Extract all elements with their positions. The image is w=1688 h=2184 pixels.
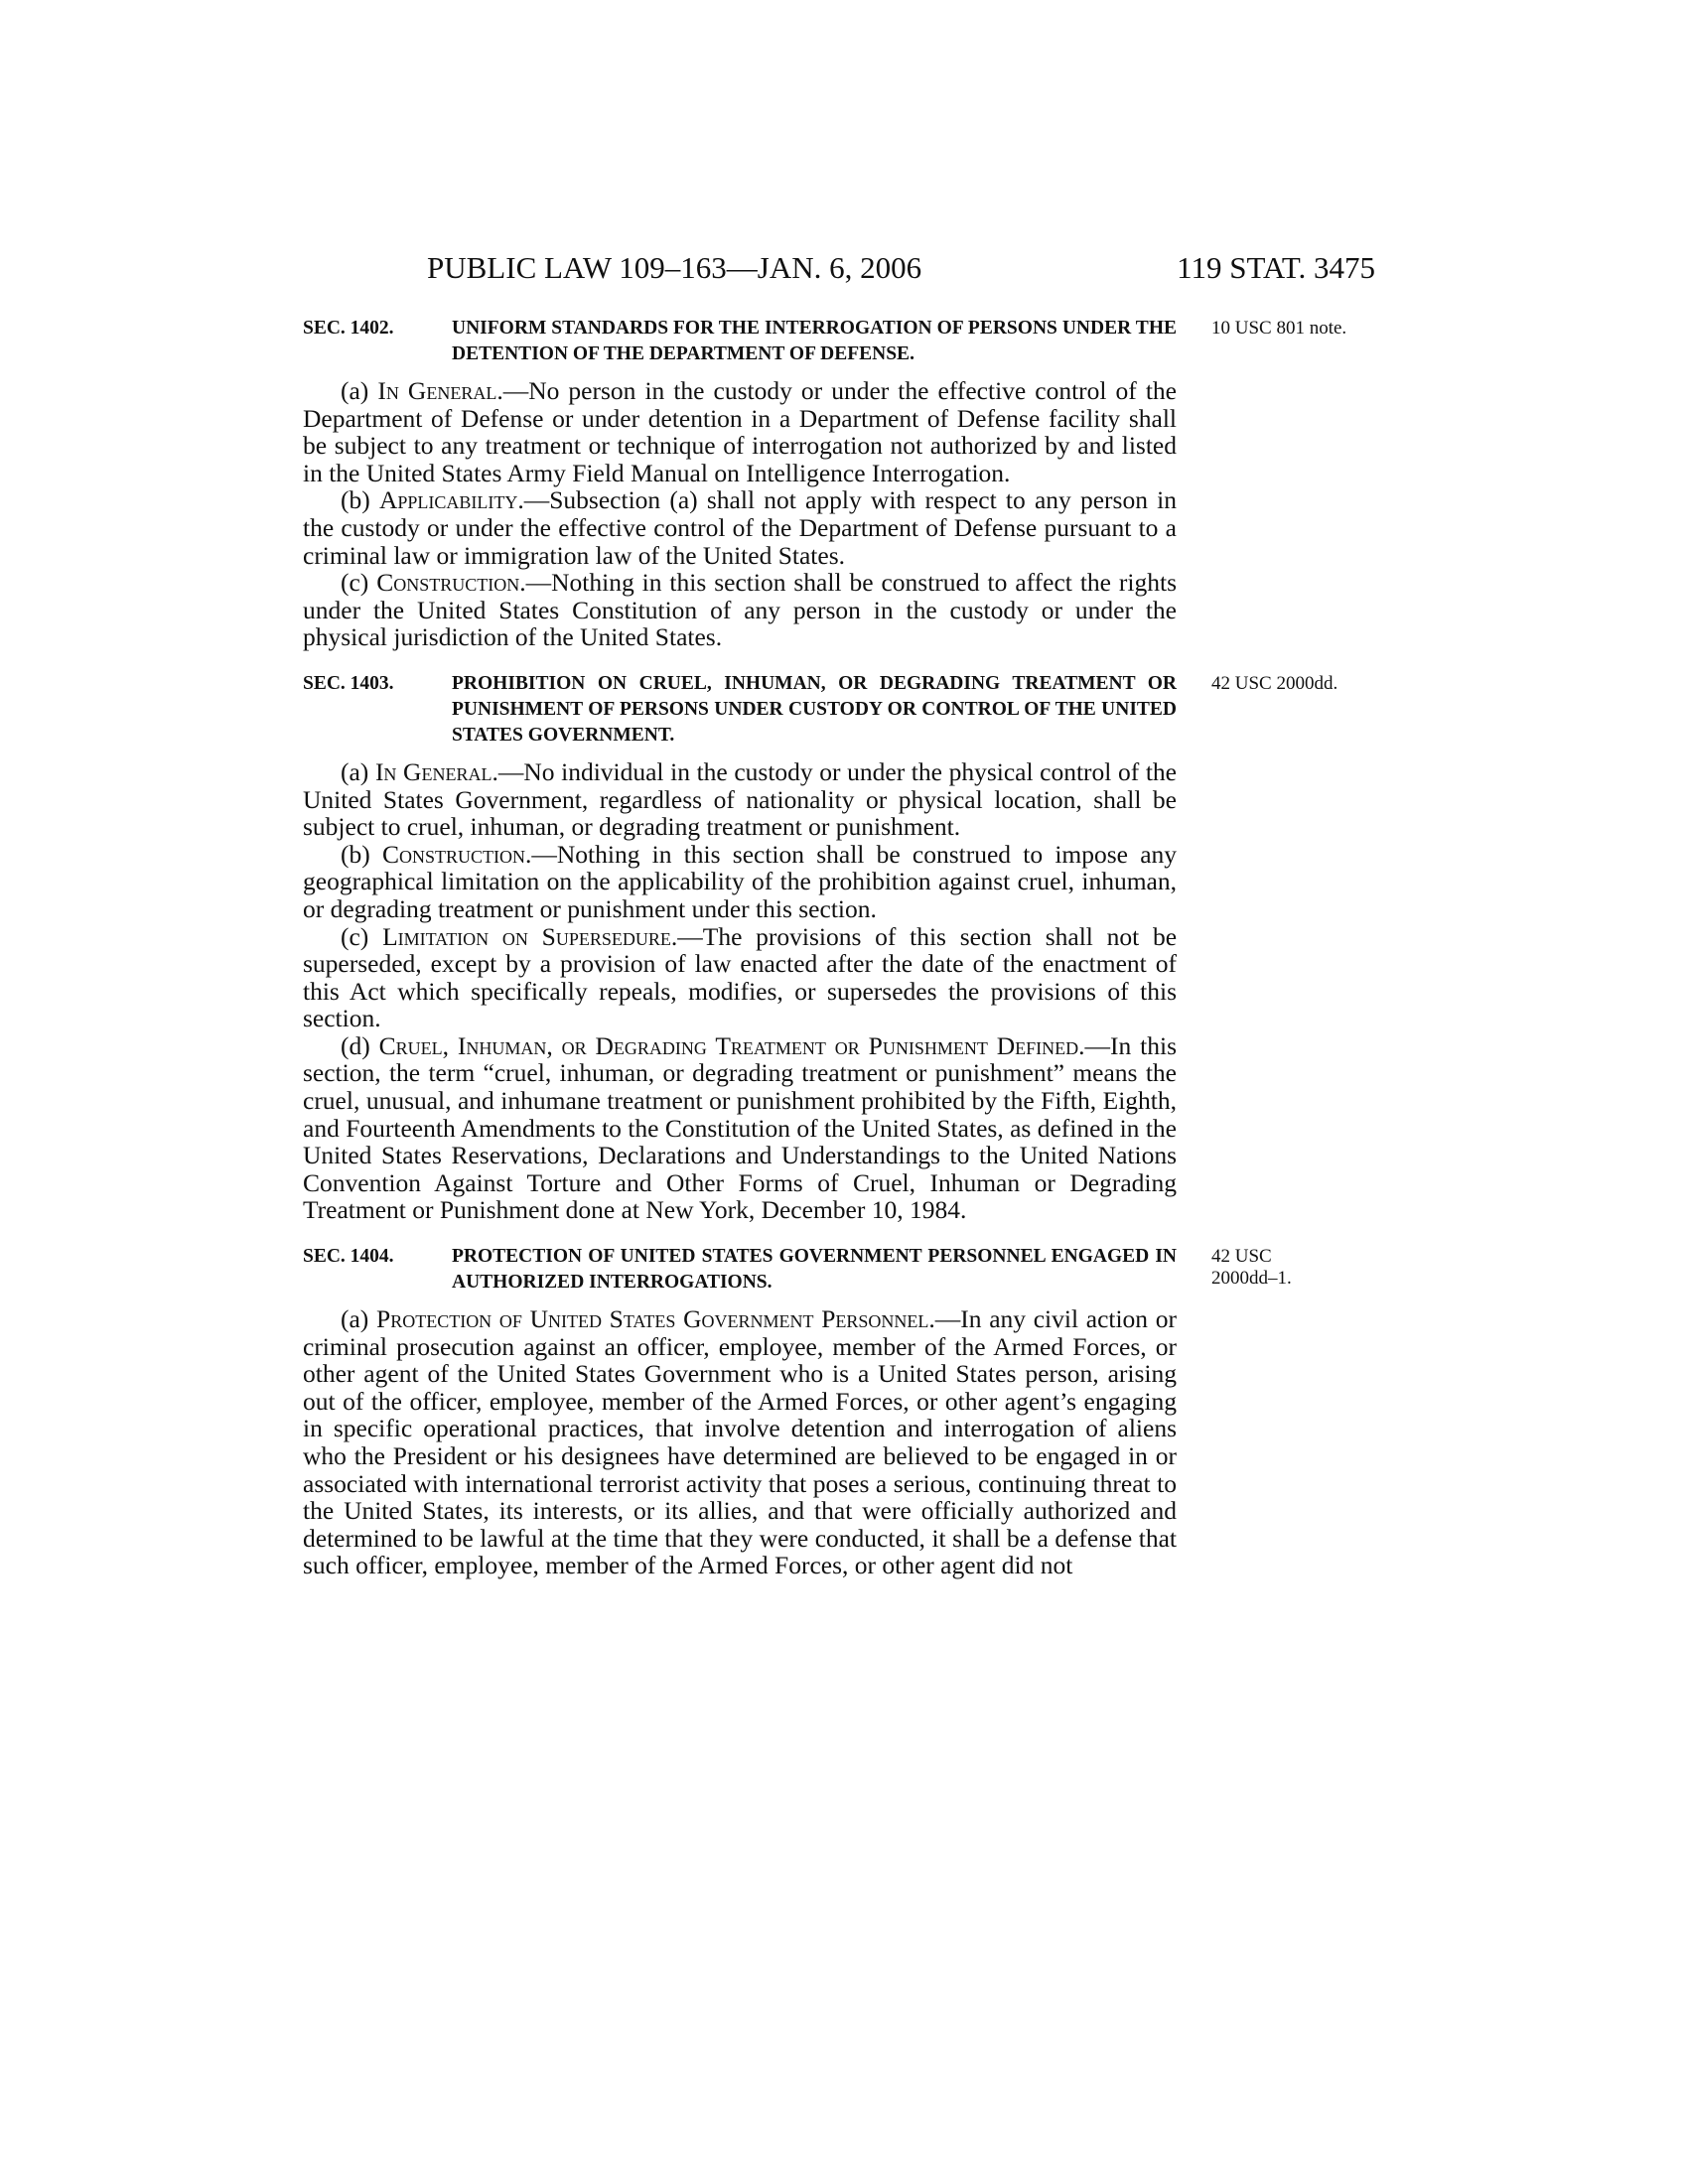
section-heading: [303, 316, 1347, 367]
section-heading: [303, 671, 1338, 749]
margin-note: 10 USC 801 note.: [1211, 318, 1347, 339]
paragraph-text: Subsection (a) shall not apply with respect to any person in the custody or under the effective control of the Department of Defense pursuant to a criminal law or immigration law of the United States.: [303, 485, 1178, 570]
section-1402: [303, 316, 1347, 652]
document-body: [303, 316, 1347, 1580]
paragraph-caption: Cruel, Inhuman, or Degrading Treatment or Punishment Defined.: [378, 1030, 1085, 1060]
section-1403: [303, 671, 1338, 1225]
paragraph-caption: Construction.: [381, 839, 532, 869]
section-heading: [303, 1244, 1292, 1296]
paragraph-caption: In General.: [377, 376, 503, 405]
section-title: PROTECTION OF UNITED STATES GOVERNMENT PERSONNEL ENGAGED IN AUTHORIZED INTERROGATIONS.: [452, 1246, 1177, 1294]
paragraph-label: (c): [341, 921, 369, 951]
paragraph: (b) Applicability.—Subsection (a) shall not apply with respect to any person in the custody or under the effective control of the Department of Defense pursuant to a criminal law or immigration law of the United States.: [303, 485, 1178, 570]
paragraph-label: (c): [341, 568, 369, 598]
margin-note: 42 USC 2000dd.: [1211, 672, 1338, 694]
paragraph-text: Nothing in this section shall be construed to impose any geographical limitation on the applicability of the prohibition against cruel, inhuman, or degrading treatment or punishment under this section.: [303, 839, 1178, 923]
section-number: SEC. 1402.: [303, 318, 394, 339]
paragraph-label: (a): [341, 376, 369, 405]
paragraph-caption: Protection of United States Government Personnel.: [376, 1304, 935, 1334]
paragraph-label: (d): [341, 1030, 370, 1060]
paragraph-label: (b): [341, 485, 370, 515]
paragraph-caption: In General.: [374, 756, 498, 786]
paragraph-label: (a): [341, 756, 369, 786]
margin-note: 42 USC 2000dd–1.: [1211, 1246, 1292, 1290]
paragraph: (d) Cruel, Inhuman, or Degrading Treatment or Punishment Defined.—In this section, the term “cruel, inhuman, or degrading treatment or punishment” means the cruel, unusual, and inhumane treatment or punishment prohibited by the Fifth, Eighth, and Fourteenth Amendments to the Constitution of the United States, as defined in the United States Reservations, Declarations and Understandings to the United Nations Convention Against Torture and Other Forms of Cruel, Inhuman or Degrading Treatment or Punishment done at New York, December 10, 1984.: [303, 1030, 1177, 1225]
paragraph-caption: Construction.: [376, 568, 526, 598]
section-1404: [303, 1244, 1292, 1580]
page-header-stat-citation: 119 STAT. 3475: [1177, 250, 1375, 285]
paragraph-text: The provisions of this section shall not be superseded, except by a provision of law enacted after the date of the enactment of this Act which specifically repeals, modifies, or supersedes the provisions of this section.: [303, 921, 1178, 1033]
paragraph-text: No individual in the custody or under the physical control of the United States Government, regardless of nationality or physical location, shall be subject to cruel, inhuman, or degrading treatment or punishment.: [303, 756, 1178, 842]
paragraph: (c) Limitation on Supersedure.—The provisions of this section shall not be superseded, except by a provision of law enacted after the date of the enactment of this Act which specifically repeals, modifies, or supersedes the provisions of this section.: [303, 921, 1178, 1033]
section-number: SEC. 1403.: [303, 672, 394, 694]
paragraph-caption: Limitation on Supersedure.: [382, 921, 678, 951]
paragraph-label: (b): [341, 839, 370, 869]
page-header-title: PUBLIC LAW 109–163—JAN. 6, 2006: [427, 250, 922, 285]
paragraph: (a) Protection of United States Government Personnel.—In any civil action or criminal prosecution against an officer, employee, member of the Armed Forces, or other agent of the United States Government who is a United States person, arising out of the officer, employee, member of the Armed Forces, or other agent’s engaging in specific operational practices, that involve detention and interrogation of aliens who the President or his designees have determined are believed to be engaged in or associated with international terrorist activity that poses a serious, continuing threat to the United States, its interests, or its allies, and that were officially authorized and determined to be lawful at the time that they were conducted, it shall be a defense that such officer, employee, member of the Armed Forces, or other agent did not: [303, 1304, 1177, 1580]
running-head: [427, 248, 1375, 288]
paragraph-label: (a): [341, 1304, 369, 1334]
paragraph-caption: Applicability.: [378, 485, 524, 515]
section-spacer: [303, 1224, 1177, 1244]
paragraph-text: No person in the custody or under the effective control of the Department of Defense or under detention in a Department of Defense facility shall be subject to any treatment or technique of interrogation not authorized by and listed in the United States Army Field Manual on Intelligence Interrogation.: [303, 376, 1178, 487]
paragraph-text: Nothing in this section shall be construed to affect the rights under the United States Constitution of any person in the custody or under the physical jurisdiction of the United States.: [303, 568, 1177, 652]
paragraph-text: In any civil action or criminal prosecution against an officer, employee, member of the Armed Forces, or other agent of the United States Government who is a United States person, arising out of the officer, employee, member of the Armed Forces, or other agent’s engaging in specific operational practices, that involve detention and interrogation of aliens who the President or his designees have determined are believed to be engaged in or associated with international terrorist activity that poses a serious, continuing threat to the United States, its interests, or its allies, and that were officially authorized and determined to be lawful at the time that they were conducted, it shall be a defense that such officer, employee, member of the Armed Forces, or other agent did not: [303, 1304, 1177, 1580]
paragraph: (a) In General.—No individual in the custody or under the physical control of the United States Government, regardless of nationality or physical location, shall be subject to cruel, inhuman, or degrading treatment or punishment.: [303, 756, 1178, 842]
paragraph: (c) Construction.—Nothing in this section shall be construed to affect the rights under the United States Constitution of any person in the custody or under the physical jurisdiction of the United States.: [303, 568, 1177, 652]
section-spacer: [303, 651, 1177, 671]
section-title: PROHIBITION ON CRUEL, INHUMAN, OR DEGRADING TREATMENT OR PUNISHMENT OF PERSONS UNDER CUSTODY OR CONTROL OF THE UNITED STATES GOVERNMENT.: [452, 672, 1177, 746]
section-title: UNIFORM STANDARDS FOR THE INTERROGATION OF PERSONS UNDER THE DETENTION OF THE DEPARTMENT OF DEFENSE.: [452, 318, 1177, 364]
paragraph: (b) Construction.—Nothing in this section shall be construed to impose any geographical limitation on the applicability of the prohibition against cruel, inhuman, or degrading treatment or punishment under this section.: [303, 839, 1178, 923]
section-number: SEC. 1404.: [303, 1246, 394, 1268]
paragraph-text: In this section, the term “cruel, inhuman, or degrading treatment or punishment” means the cruel, unusual, and inhumane treatment or punishment prohibited by the Fifth, Eighth, and Fourteenth Amendments to the Constitution of the United States, as defined in the United States Reservations, Declarations and Understandings to the United Nations Convention Against Torture and Other Forms of Cruel, Inhuman or Degrading Treatment or Punishment done at New York, December 10, 1984.: [303, 1030, 1177, 1225]
paragraph: (a) In General.—No person in the custody or under the effective control of the Department of Defense or under detention in a Department of Defense facility shall be subject to any treatment or technique of interrogation not authorized by and listed in the United States Army Field Manual on Intelligence Interrogation.: [303, 376, 1178, 487]
